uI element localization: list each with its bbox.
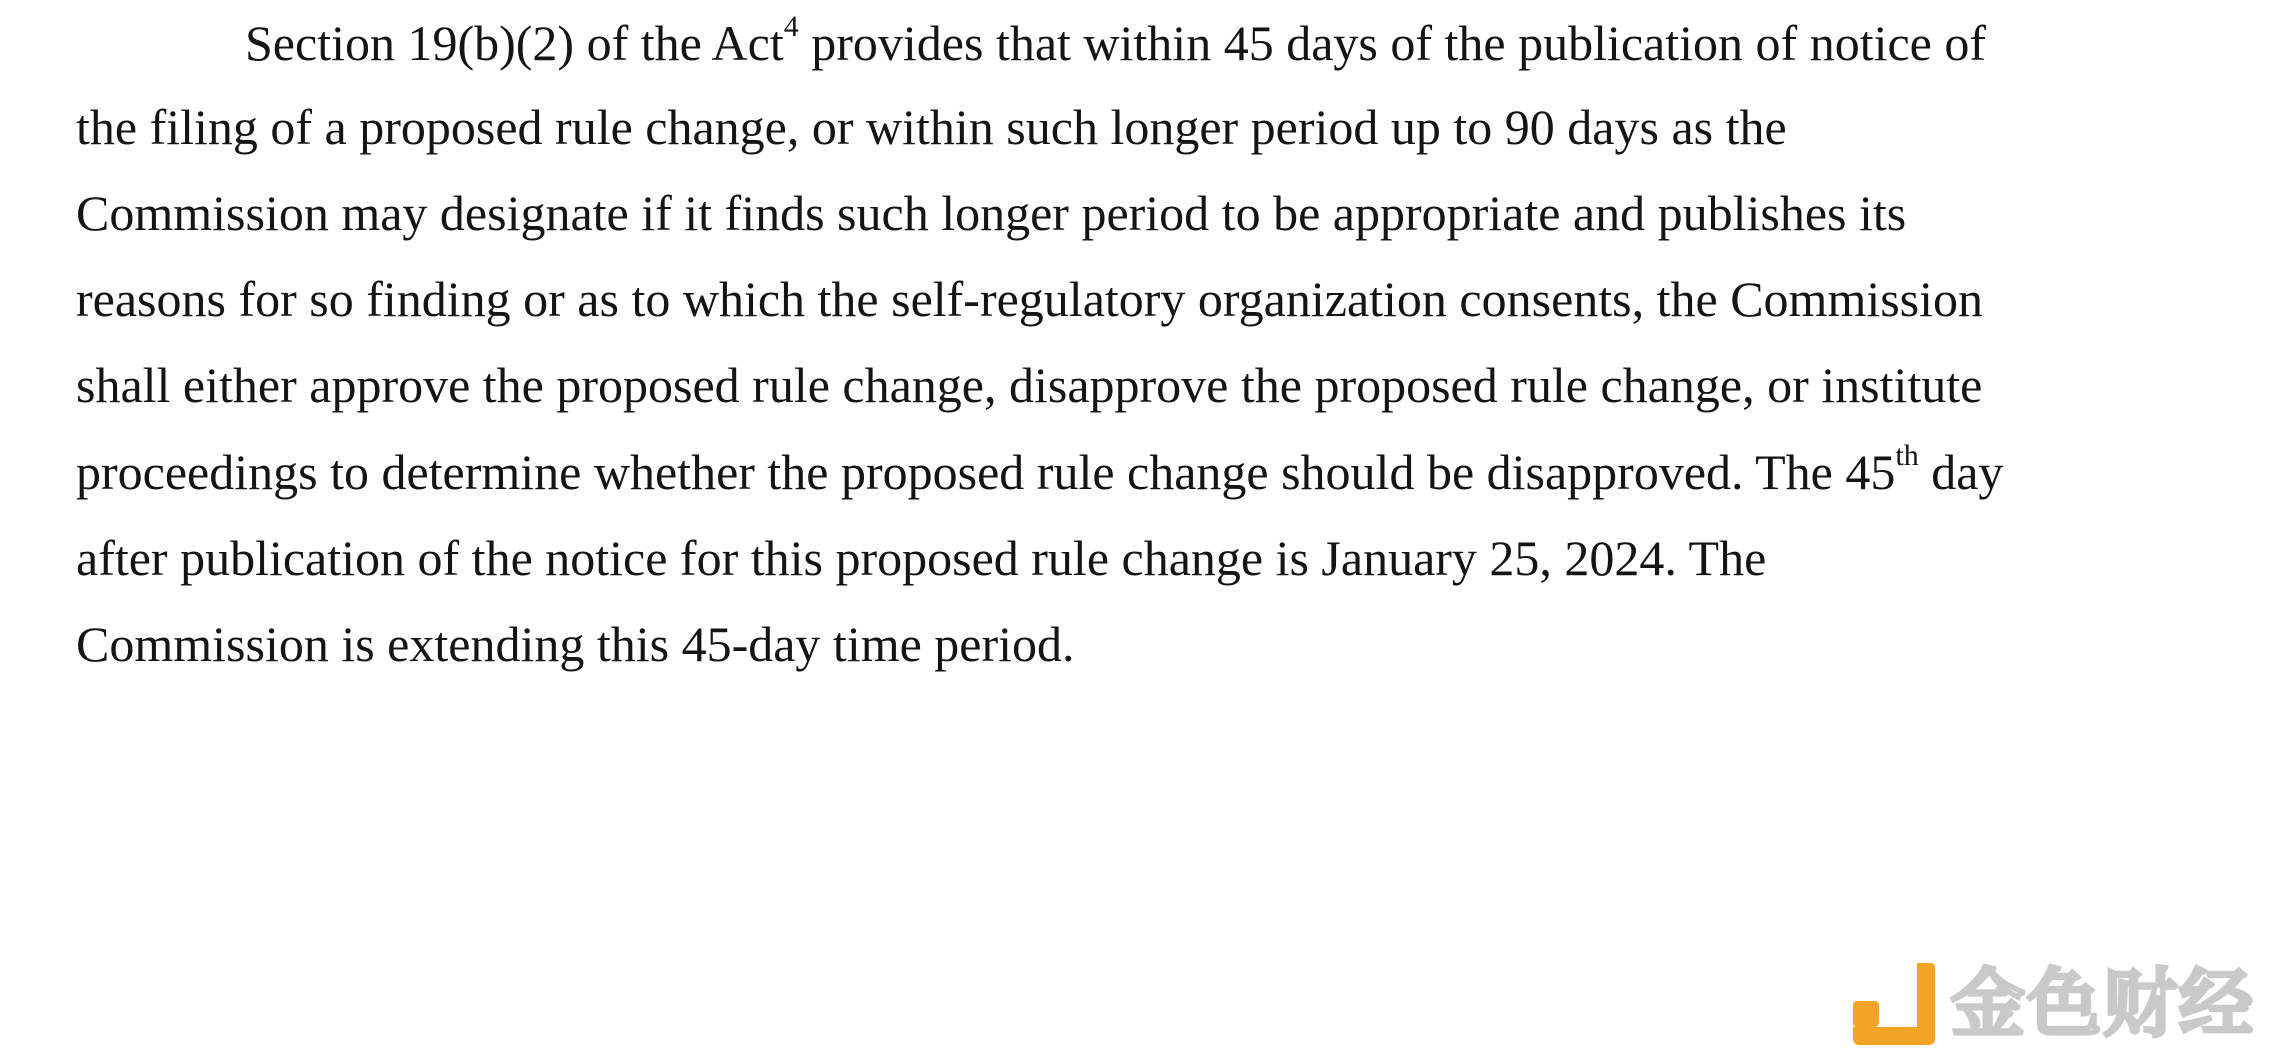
watermark	[1853, 963, 2255, 1045]
ordinal-suffix: th	[1895, 439, 1919, 473]
line-1-text: Section 19(b)(2) of the Act	[245, 15, 784, 71]
line-6-text: proceedings to determine whether the proposed rule change should be disapproved. The 45	[76, 444, 1896, 500]
watermark-text: 金色财经	[1951, 961, 2255, 1047]
paragraph-line-3: Commission may designate if it finds such longer period to be appropriate and publishes its	[76, 185, 1907, 241]
paragraph-line-1	[245, 10, 1987, 73]
paragraph-line-5: shall either approve the proposed rule change, disapprove the proposed rule change, or institute	[76, 357, 1983, 413]
footnote-reference-4[interactable]: 4	[783, 10, 799, 44]
paragraph-line-8: Commission is extending this 45-day time period.	[76, 616, 1075, 672]
jinse-logo-icon	[1853, 963, 1935, 1045]
paragraph-line-4: reasons for so finding or as to which the self-regulatory organization consents, the Commission	[76, 271, 1984, 327]
line-6-text-cont: day	[1918, 444, 2004, 500]
paragraph-line-6	[76, 439, 2004, 502]
line-1-text-cont: provides that within 45 days of the publication of notice of	[798, 15, 1987, 71]
paragraph-line-2: the filing of a proposed rule change, or within such longer period up to 90 days as the	[76, 99, 1787, 155]
paragraph-line-7: after publication of the notice for this proposed rule change is January 25, 2024. The	[76, 530, 1767, 586]
